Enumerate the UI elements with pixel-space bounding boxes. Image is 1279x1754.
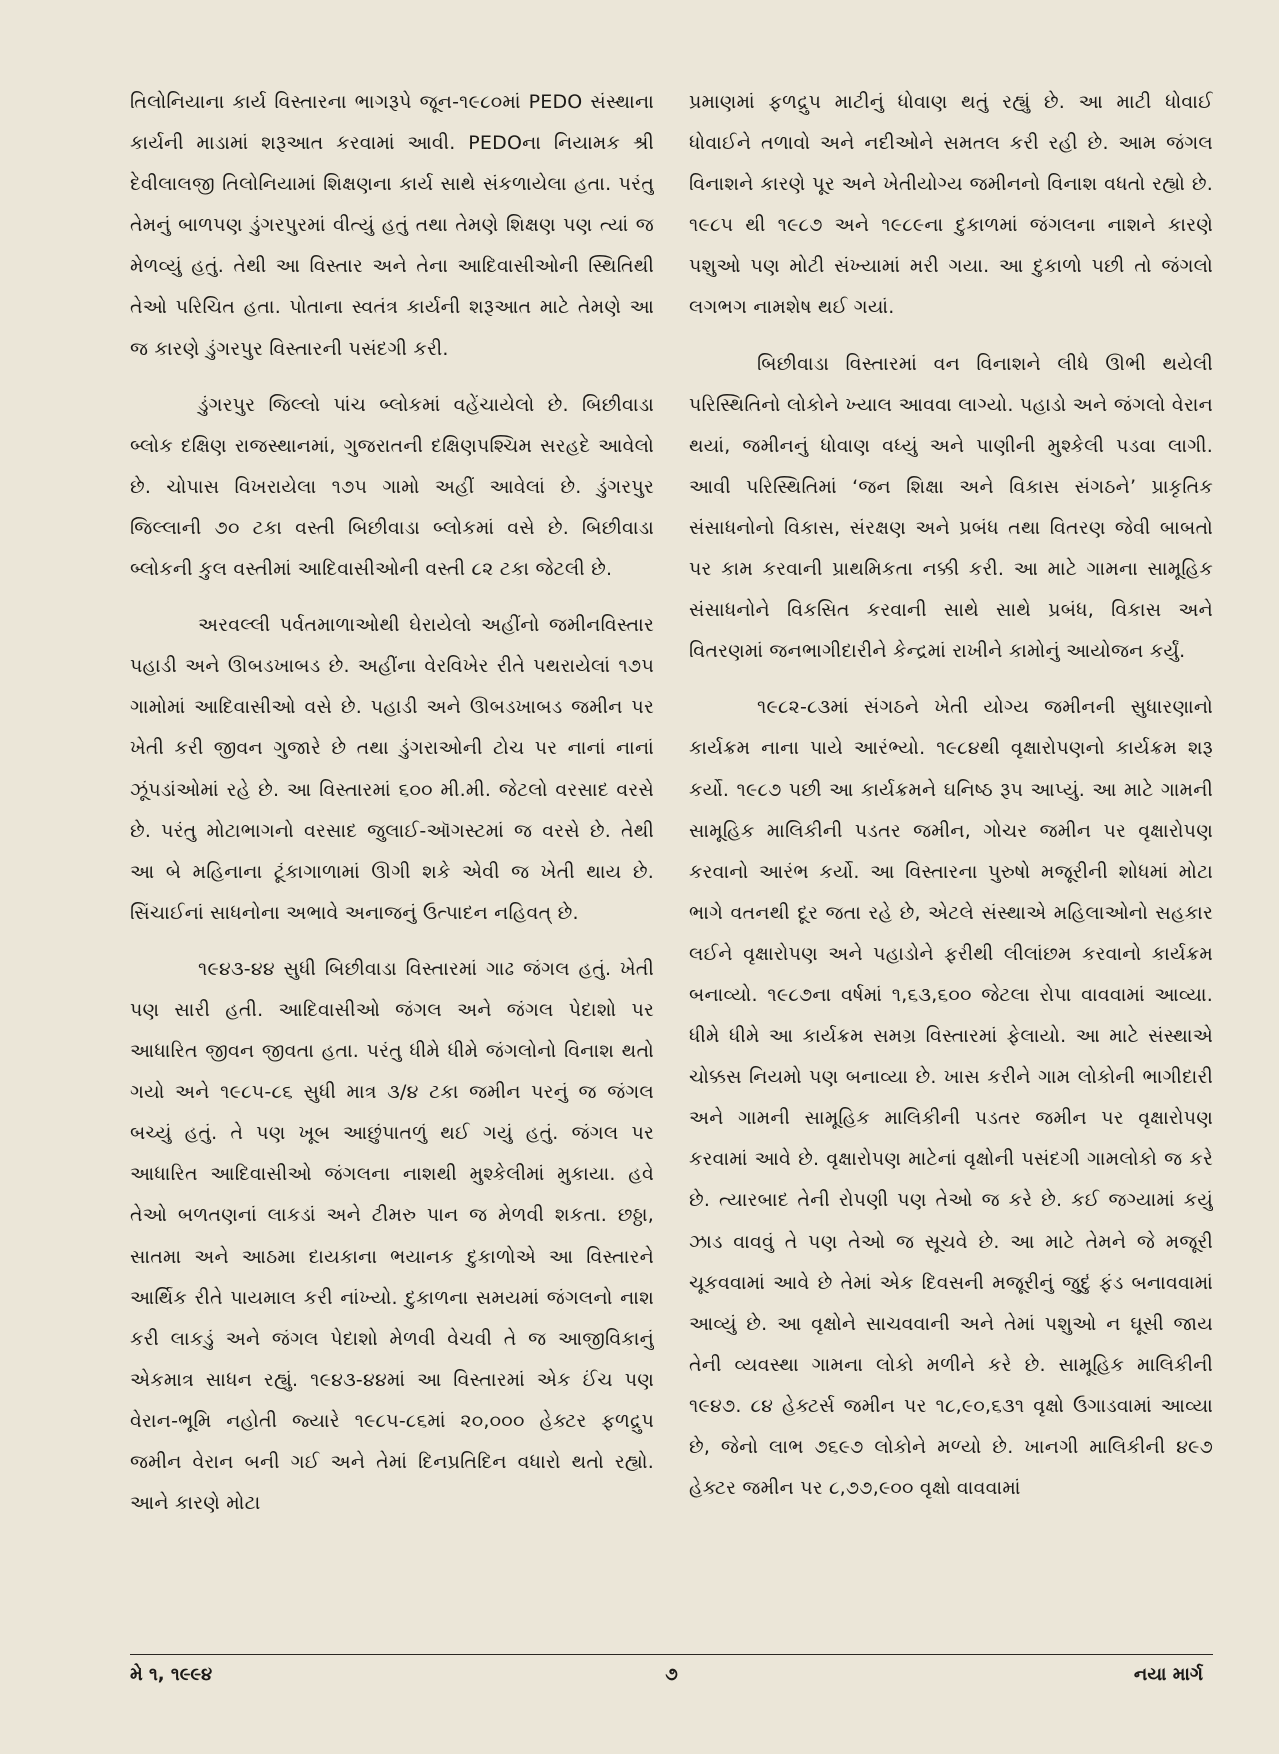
footer-divider [130,1654,1213,1655]
paragraph: બિછીવાડા વિસ્તારમાં વન વિનાશને લીધે ઊભી થયેલી પરિસ્થિતિનો લોકોને ખ્યાલ આવવા લાગ્યો. પહાડો અને જંગલો વેરાન થયાં, જમીનનું ધોવાણ વધ્યું અને પાણીની મુશ્કેલી પડવા લાગી. આવી પરિસ્થિતિમાં ‘જન શિક્ષા અને વિકાસ સંગઠને’ પ્રાકૃતિક સંસાધનોનો વિકાસ, સંરક્ષણ અને પ્રબંધ તથા વિતરણ જેવી બાબતો પર કામ કરવાની પ્રાથમિકતા નક્કી કરી. આ માટે ગામના સામૂહિક સંસાધનોને વિકસિત કરવાની સાથે સાથે પ્રબંધ, વિકાસ અને વિતરણમાં જનભાગીદારીને કેન્દ્રમાં રાખીને કામોનું આયોજન કર્યું. [689,352,1213,663]
page-footer [130,1664,1213,1694]
article-body [130,82,1213,1650]
page-number: ૭ [665,1664,678,1685]
issue-date: મે ૧, ૧૯૯૪ [130,1664,213,1685]
publication-name: નયા માર્ગ [1133,1664,1203,1685]
paragraph: ૧૯૮૨-૮૩માં સંગઠને ખેતી યોગ્ય જમીનની સુધારણાનો કાર્યક્રમ નાના પાયે આરંભ્યો. ૧૯૮૪થી વૃક્ષારોપણનો કાર્યક્રમ શરૂ કર્યો. ૧૯૮૭ પછી આ કાર્યક્રમને ઘનિષ્ઠ રૂપ આપ્યું. આ માટે ગામની સામૂહિક માલિકીની પડતર જમીન, ગોચર જમીન પર વૃક્ષારોપણ કરવાનો આરંભ કર્યો. આ વિસ્તારના પુરુષો મજૂરીની શોધમાં મોટા ભાગે વતનથી દૂર જતા રહે છે, એટલે સંસ્થાએ મહિલાઓનો સહકાર લઈને વૃક્ષારોપણ અને પહાડોને ફરીથી લીલાંછમ કરવાનો કાર્યક્રમ બનાવ્યો. ૧૯૮૭ના વર્ષમાં ૧,૬૩,૬૦૦ જેટલા રોપા વાવવામાં આવ્યા. ધીમે ધીમે આ કાર્યક્રમ સમગ્ર વિસ્તારમાં ફેલાયો. આ માટે સંસ્થાએ ચોક્કસ નિયમો પણ બનાવ્યા છે. ખાસ કરીને ગામ લોકોની ભાગીદારી અને ગામની સામૂહિક માલિકીની પડતર જમીન પર વૃક્ષારોપણ કરવામાં આવે છે. વૃક્ષારોપણ માટેનાં વૃક્ષોની પસંદગી ગામલોકો જ કરે છે. ત્યારબાદ તેની રોપણી પણ તેઓ જ કરે છે. કઈ જગ્યામાં કયું ઝાડ વાવવું તે પણ તેઓ જ સૂચવે છે. આ માટે તેમને જે મજૂરી ચૂકવવામાં આવે છે તેમાં એક દિવસની મજૂરીનું જુદું ફંડ બનાવવામાં આવ્યું છે. આ વૃક્ષોને સાચવવાની અને તેમાં પશુઓ ન ઘૂસી જાય તેની વ્યવસ્થા ગામના લોકો મળીને કરે છે. સામૂહિક માલિકીની ૧૯૪૭. ૮૪ હેક્ટર્સ જમીન પર ૧૮,૯૦,૬૩૧ વૃક્ષો ઉગાડવામાં આવ્યા છે, જેનો લાભ ૭૬૯૭ લોકોને મળ્યો છે. ખાનગી માલિકીની ૪૯૭ હેક્ટર જમીન પર ૮,૭૭,૯૦૦ વૃક્ષો વાવવામાં [689,696,1213,1500]
paragraph: ૧૯૪૩-૪૪ સુધી બિછીવાડા વિસ્તારમાં ગાઢ જંગલ હતું. ખેતી પણ સારી હતી. આદિવાસીઓ જંગલ અને જંગલ પેદાશો પર આધારિત જીવન જીવતા હતા. પરંતુ ધીમે ધીમે જંગલોનો વિનાશ થતો ગયો અને ૧૯૮૫-૮૬ સુધી માત્ર ૩/૪ ટકા જમીન પરનું જ જંગલ બચ્યું હતું. તે પણ ખૂબ આછુંપાતળું થઈ ગયું હતું. જંગલ પર આધારિત આદિવાસીઓ જંગલના નાશથી મુશ્કેલીમાં મુકાયા. હવે તેઓ બળતણનાં લાકડાં અને ટીમરુ પાન જ મેળવી શકતા. છઠ્ઠા, સાતમા અને આઠમા દાયકાના ભયાનક દુકાળોએ આ વિસ્તારને આર્થિક રીતે પાયમાલ કરી નાંખ્યો. દુકાળના સમયમાં જંગલનો નાશ કરી લાકડું અને જંગલ પેદાશો મેળવી વેચવી તે જ આજીવિકાનું એકમાત્ર સાધન રહ્યું. ૧૯૪૩-૪૪માં આ વિસ્તારમાં એક ઈંચ પણ વેરાન-ભૂમિ નહોતી જ્યારે ૧૯૮૫-૮૬માં ૨૦,૦૦૦ હેક્ટર ફળદ્રુપ જમીન વેરાન બની ગઈ અને તેમાં દિનપ્રતિદિન વધારો થતો રહ્યો. આને કારણે મોટા [130,957,654,1515]
left-column [130,82,654,1650]
paragraph: તિલોનિયાના કાર્ય વિસ્તારના ભાગરૂપે જૂન-૧૯૮૦માં PEDO સંસ્થાના કાર્યની માડામાં શરૂઆત કરવામાં આવી. PEDOના નિયામક શ્રી દેવીલાલજી તિલોનિયામાં શિક્ષણના કાર્ય સાથે સંકળાયેલા હતા. પરંતુ તેમનું બાળપણ ડુંગરપુરમાં વીત્યું હતું તથા તેમણે શિક્ષણ પણ ત્યાં જ મેળવ્યું હતું. તેથી આ વિસ્તાર અને તેના આદિવાસીઓની સ્થિતિથી તેઓ પરિચિત હતા. પોતાના સ્વતંત્ર કાર્યની શરૂઆત માટે તેમણે આ જ કારણે ડુંગરપુર વિસ્તારની પસંદગી કરી. [130,91,654,360]
right-column [689,82,1213,1650]
paragraph: અરવલ્લી પર્વતમાળાઓથી ઘેરાયેલો અહીંનો જમીનવિસ્તાર પહાડી અને ઊબડખાબડ છે. અહીંના વેરવિખેર રીતે પથરાયેલાં ૧૭૫ ગામોમાં આદિવાસીઓ વસે છે. પહાડી અને ઊબડખાબડ જમીન પર ખેતી કરી જીવન ગુજારે છે તથા ડુંગરાઓની ટોચ પર નાનાં નાનાં ઝૂંપડાંઓમાં રહે છે. આ વિસ્તારમાં ૬૦૦ મી.મી. જેટલો વરસાદ વરસે છે. પરંતુ મોટાભાગનો વરસાદ જુલાઈ-ઑગસ્ટમાં જ વરસે છે. તેથી આ બે મહિનાના ટૂંકાગાળામાં ઊગી શકે એવી જ ખેતી થાય છે. સિંચાઈનાં સાધનોના અભાવે અનાજનું ઉત્પાદન નહિવત્ છે. [130,614,654,924]
paragraph: પ્રમાણમાં ફળદ્રુપ માટીનું ધોવાણ થતું રહ્યું છે. આ માટી ધોવાઈ ધોવાઈને તળાવો અને નદીઓને સમતલ કરી રહી છે. આમ જંગલ વિનાશને કારણે પૂર અને ખેતીયોગ્ય જમીનનો વિનાશ વધતો રહ્યો છે. ૧૯૮૫ થી ૧૯૮૭ અને ૧૯૮૯ના દુકાળમાં જંગલના નાશને કારણે પશુઓ પણ મોટી સંખ્યામાં મરી ગયા. આ દુકાળો પછી તો જંગલો લગભગ નામશેષ થઈ ગયાં. [689,91,1213,319]
paragraph: ડુંગરપુર જિલ્લો પાંચ બ્લોકમાં વહેંચાયેલો છે. બિછીવાડા બ્લોક દક્ષિણ રાજસ્થાનમાં, ગુજરાતની દક્ષિણપશ્ચિમ સરહદે આવેલો છે. ચોપાસ વિખરાયેલા ૧૭૫ ગામો અહીં આવેલાં છે. ડુંગરપુર જિલ્લાની ૭૦ ટકા વસ્તી બિછીવાડા બ્લોકમાં વસે છે. બિછીવાડા બ્લોકની કુલ વસ્તીમાં આદિવાસીઓની વસ્તી ૮૨ ટકા જેટલી છે. [130,393,654,581]
